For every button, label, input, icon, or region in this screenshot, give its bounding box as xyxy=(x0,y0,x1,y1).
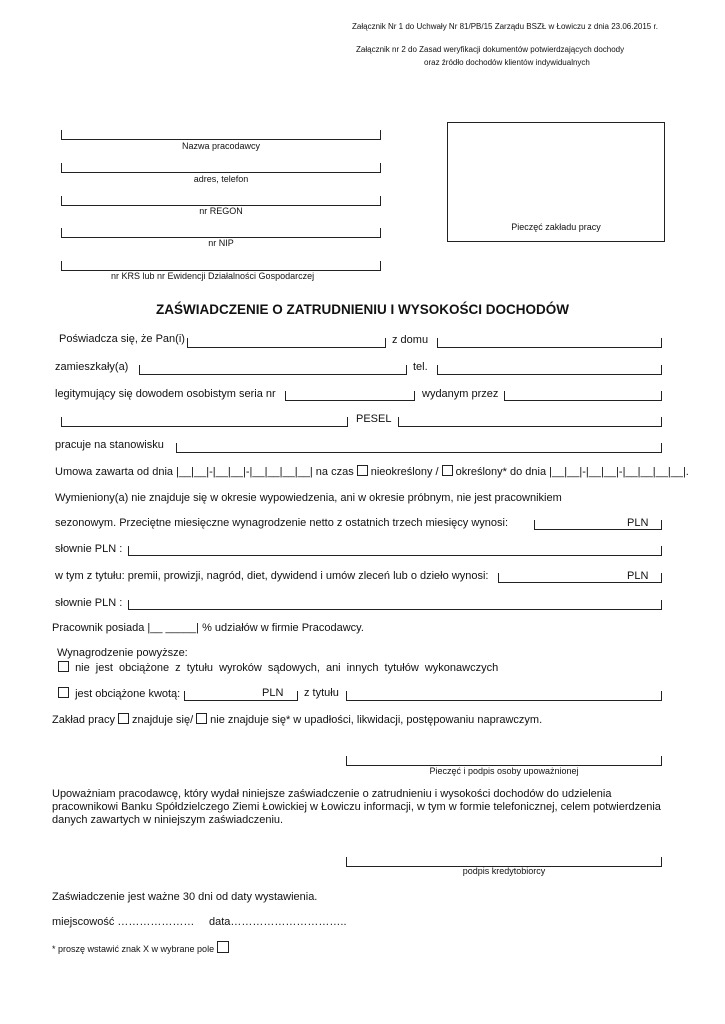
workplace-not-label: nie znajduje się* w upadłości, likwidacji, postępowaniu naprawczym. xyxy=(210,714,543,726)
seasonal-line: sezonowym. Przeciętne miesięczne wynagrodzenie netto z ostatnich trzech miesięcy wynosi: xyxy=(55,517,509,529)
burdened-title-label: z tytułu xyxy=(304,687,339,699)
shares-row xyxy=(52,622,364,634)
definite-checkbox[interactable] xyxy=(442,465,453,476)
authorized-signature-label: Pieczęć i podpis osoby upoważnionej xyxy=(429,766,579,776)
employer-address-label: adres, telefon xyxy=(193,174,249,184)
employer-address-field[interactable] xyxy=(61,158,381,173)
burdened-label: jest obciążone kwotą: xyxy=(75,688,181,700)
borrower-signature-label: podpis kredytobiorcy xyxy=(462,866,546,876)
pesel-label: PESEL xyxy=(356,413,392,425)
employer-name-label: Nazwa pracodawcy xyxy=(181,141,261,151)
maiden-name-label: z domu xyxy=(392,334,429,346)
bonus-line: w tym z tytułu: premii, prowizji, nagród, diet, dywidend i umów zleceń lub o dzieło wynosi: xyxy=(55,570,489,582)
workplace-label: Zakład pracy xyxy=(52,714,115,726)
certifies-label: Poświadcza się, że Pan(i) xyxy=(59,333,185,345)
header-line-1: Załącznik Nr 1 do Uchwały Nr 81/PB/15 Zarządu BSZŁ w Łowiczu z dnia 23.06.2015 r. xyxy=(352,22,658,31)
indefinite-checkbox[interactable] xyxy=(357,465,368,476)
employer-krs-field[interactable] xyxy=(61,256,381,271)
employer-nip-field[interactable] xyxy=(61,223,381,238)
authorization-text: Upoważniam pracodawcę, który wydał niniejsze zaświadczenie o zatrudnieniu i wysokości dochodów do udzielenia pracownikowi Banku Spółdzielczego Ziemi Łowickiej w Łowiczu informacji, w tym w formie telefonicznej, celem potwierdzenia danych zawartych w niniejszym zaświadczeniu. xyxy=(52,788,661,826)
footnote-row xyxy=(52,941,232,954)
workplace-is-label: znajduje się/ xyxy=(131,714,194,726)
bonus-in-words-field[interactable] xyxy=(128,595,662,610)
burdened-row xyxy=(55,687,180,700)
burdened-checkbox[interactable] xyxy=(58,687,69,698)
employer-regon-field[interactable] xyxy=(61,191,381,206)
employer-nip-label: nr NIP xyxy=(208,238,234,248)
workplace-not-checkbox[interactable] xyxy=(196,713,207,724)
phone-label: tel. xyxy=(413,361,428,373)
bonus-currency: PLN xyxy=(627,570,649,582)
person-name-field[interactable] xyxy=(187,333,386,348)
id-number-field[interactable] xyxy=(285,386,415,401)
position-field[interactable] xyxy=(176,438,662,453)
validity-note: Zaświadczenie jest ważne 30 dni od daty wystawienia. xyxy=(52,891,318,903)
bonus-in-words-label: słownie PLN : xyxy=(55,597,123,609)
issued-by-field[interactable] xyxy=(504,386,662,401)
employer-krs-label: nr KRS lub nr Ewidencji Działalności Gospodarczej xyxy=(111,271,315,281)
notice-line: Wymieniony(a) nie znajduje się w okresie wypowiedzenia, ani w okresie próbnym, nie jest pracownikiem xyxy=(55,492,562,504)
salary-in-words-label: słownie PLN : xyxy=(55,543,123,555)
salary-above-label: Wynagrodzenie powyższe: xyxy=(57,647,188,659)
not-burdened-row xyxy=(55,661,498,674)
maiden-name-field[interactable] xyxy=(437,333,662,348)
burdened-currency: PLN xyxy=(262,687,284,699)
pesel-field[interactable] xyxy=(398,412,662,427)
date-field[interactable]: data………………………….. xyxy=(209,916,347,928)
authorized-signature-field[interactable] xyxy=(346,751,662,766)
shares-label: Pracownik posiada xyxy=(52,622,145,634)
borrower-signature-field[interactable] xyxy=(346,852,662,867)
workplace-row xyxy=(52,713,542,726)
shares-field[interactable]: |__ _____| xyxy=(147,622,200,634)
employer-stamp-label: Pieczęć zakładu pracy xyxy=(511,222,601,232)
definite-label: określony* do dnia xyxy=(455,466,547,478)
not-burdened-label: nie jest obciążone z tytułu wyroków sądowych, ani innych tytułów wykonawczych xyxy=(75,662,499,674)
address-field[interactable] xyxy=(139,360,407,375)
not-burdened-checkbox[interactable] xyxy=(58,661,69,672)
shares-suffix: % udziałów w firmie Pracodawcy. xyxy=(202,622,364,634)
salary-in-words-field[interactable] xyxy=(128,541,662,556)
footnote: * proszę wstawić znak X w wybrane pole xyxy=(52,944,215,954)
contract-row xyxy=(55,465,689,478)
indefinite-label: nieokreślony / xyxy=(370,466,439,478)
id-series-label: legitymujący się dowodem osobistym seria nr xyxy=(55,388,276,400)
contract-start-date-field[interactable]: |__|__|-|__|__|-|__|__|__|__| xyxy=(176,466,313,478)
issued-by-label: wydanym przez xyxy=(422,388,499,400)
position-label: pracuje na stanowisku xyxy=(55,439,164,451)
pesel-pre-field[interactable] xyxy=(61,412,348,427)
contract-end-date-field[interactable]: |__|__|-|__|__|-|__|__|__|__|. xyxy=(549,466,689,478)
burdened-title-field[interactable] xyxy=(346,686,662,701)
for-period-label: na czas xyxy=(315,466,354,478)
header-line-3: oraz źródło dochodów klientów indywidualnych xyxy=(424,58,590,67)
workplace-is-checkbox[interactable] xyxy=(118,713,129,724)
header-line-2: Załącznik nr 2 do Zasad weryfikacji dokumentów potwierdzających dochody xyxy=(356,45,625,54)
place-field[interactable]: miejscowość ………………… xyxy=(52,916,195,928)
employer-name-field[interactable] xyxy=(61,125,381,140)
phone-field[interactable] xyxy=(437,360,662,375)
footnote-checkbox-icon xyxy=(217,941,229,953)
contract-from-label: Umowa zawarta od dnia xyxy=(55,466,174,478)
employer-regon-label: nr REGON xyxy=(199,206,243,216)
page-title: ZAŚWIADCZENIE O ZATRUDNIENIU I WYSOKOŚCI DOCHODÓW xyxy=(156,302,569,317)
address-label: zamieszkały(a) xyxy=(55,361,129,373)
net-salary-currency: PLN xyxy=(627,517,649,529)
